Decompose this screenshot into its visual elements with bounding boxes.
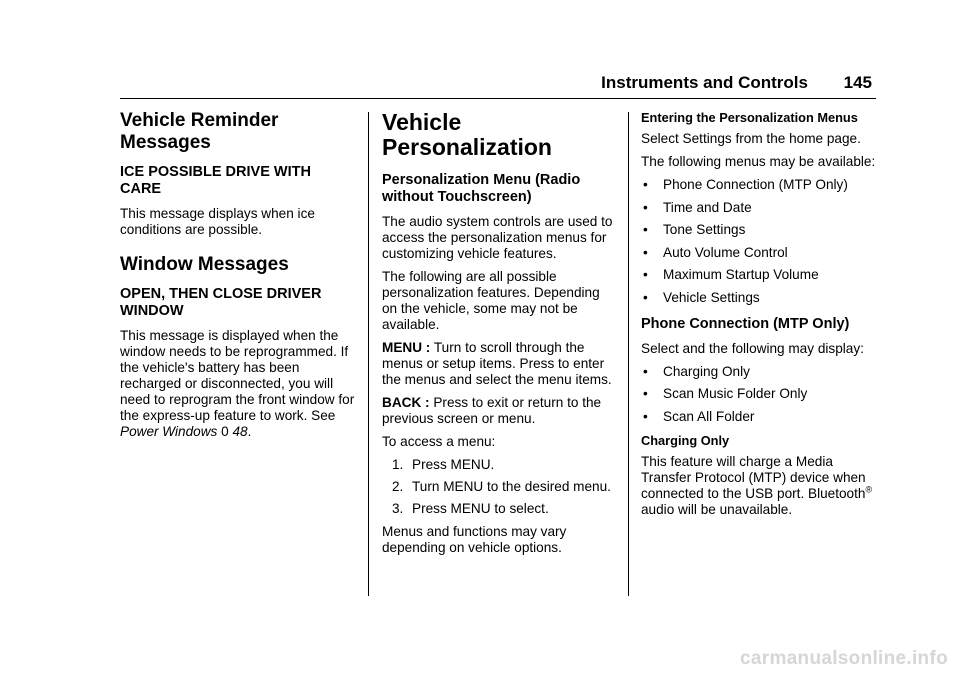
subheading-entering-menus: Entering the Personalization Menus (641, 110, 858, 125)
list-item: • Scan Music Folder Only (643, 386, 808, 401)
menus-list (641, 177, 881, 306)
heading-vehicle-personalization: Vehicle Personalization (382, 109, 552, 160)
section-title: Instruments and Controls (601, 73, 808, 92)
closing-paragraph: Menus and functions may vary depending on vehicle options. (382, 524, 567, 555)
charging-only-text: This feature will charge a Media Transfer Protocol (MTP) device when connected to the USB port. Bluetooth® audio will be unavailable. (641, 453, 873, 517)
bullet-icon: • (643, 289, 648, 305)
subheading-phone-connection: Phone Connection (MTP Only) (641, 315, 850, 332)
bullet-icon: • (643, 199, 648, 215)
bullet-icon: • (643, 244, 648, 260)
list-item (382, 479, 614, 495)
page-number: 145 (843, 73, 872, 92)
step-number: 3. (392, 501, 404, 516)
window-message-text (120, 328, 356, 440)
registered-mark: ® (865, 483, 873, 494)
menus-list-intro: The following menus may be available: (641, 154, 876, 169)
subheading-charging-only: Charging Only (641, 432, 730, 448)
power-windows-page[interactable]: 48 (232, 424, 248, 439)
window-message-body: This message is displayed when the window needs to be reprogrammed. If the vehicle's battery has been recharged or disconnected, you will need to reprogram the front window for the express-up feature to work. See (120, 328, 355, 423)
list-item: • Vehicle Settings (643, 289, 760, 305)
bullet-icon: • (643, 408, 648, 424)
watermark: carmanualsonline.info (740, 648, 948, 669)
paragraph-possible-features: The following are all possible personalization features. Depending on the vehicle, some may not be available. (382, 269, 600, 332)
back-label: BACK : (382, 395, 430, 410)
bullet-icon: • (643, 177, 648, 192)
access-menu-intro: To access a menu: (382, 434, 496, 449)
paragraph-audio-controls: The audio system controls are used to access the personalization menus for customizing vehicle features. (382, 214, 613, 261)
heading-window-messages: Window Messages (120, 254, 289, 275)
list-item: • Auto Volume Control (643, 244, 788, 260)
phone-options-list (641, 364, 881, 425)
menu-control-description (382, 340, 614, 388)
list-item: • Tone Settings (643, 222, 746, 237)
menu-label: MENU : (382, 340, 431, 355)
power-windows-link[interactable]: Power Windows (120, 424, 218, 439)
step-number: 2. (392, 479, 404, 494)
heading-vehicle-reminder-messages: Vehicle Reminder Messages (120, 110, 279, 153)
enter-menus-text: Select Settings from the home page. (641, 131, 861, 146)
column-divider-left (368, 112, 369, 596)
list-item: • Maximum Startup Volume (643, 267, 819, 282)
back-control-description (382, 395, 614, 427)
bullet-icon: • (643, 363, 648, 379)
list-item: • Charging Only (643, 363, 750, 379)
bullet-icon: • (643, 386, 648, 401)
subheading-personalization-menu: Personalization Menu (Radio without Touchscreen) (382, 172, 581, 205)
list-item (382, 457, 614, 473)
menu-text: Turn to scroll through the menus or setup items. Press to enter the menus and select the menu items. (382, 340, 612, 387)
list-item: • Time and Date (643, 199, 752, 215)
list-item: • Phone Connection (MTP Only) (643, 177, 848, 192)
column-left (120, 110, 356, 447)
step-text: Press MENU. (412, 457, 495, 472)
window-end: . (247, 424, 252, 439)
list-item (382, 501, 614, 517)
ice-message-text: This message displays when ice conditions are possible. (120, 206, 315, 237)
step-number: 1. (392, 457, 404, 472)
column-divider-right (628, 112, 629, 596)
column-middle (382, 110, 614, 563)
back-text: Press to exit or return to the previous screen or menu. (382, 395, 602, 426)
step-text: Press MENU to select. (412, 501, 549, 516)
steps-list (382, 457, 614, 517)
column-right (641, 110, 881, 525)
page-reference-icon: 0 (221, 424, 229, 439)
list-item: • Scan All Folder (643, 408, 755, 424)
subheading-ice-possible: ICE POSSIBLE DRIVE WITH CARE (120, 164, 311, 197)
bullet-icon: • (643, 267, 648, 282)
page-header (120, 70, 876, 99)
step-text: Turn MENU to the desired menu. (412, 479, 611, 494)
phone-connection-intro: Select and the following may display: (641, 340, 864, 356)
bullet-icon: • (643, 222, 648, 237)
subheading-open-close-window: OPEN, THEN CLOSE DRIVER WINDOW (120, 286, 322, 319)
